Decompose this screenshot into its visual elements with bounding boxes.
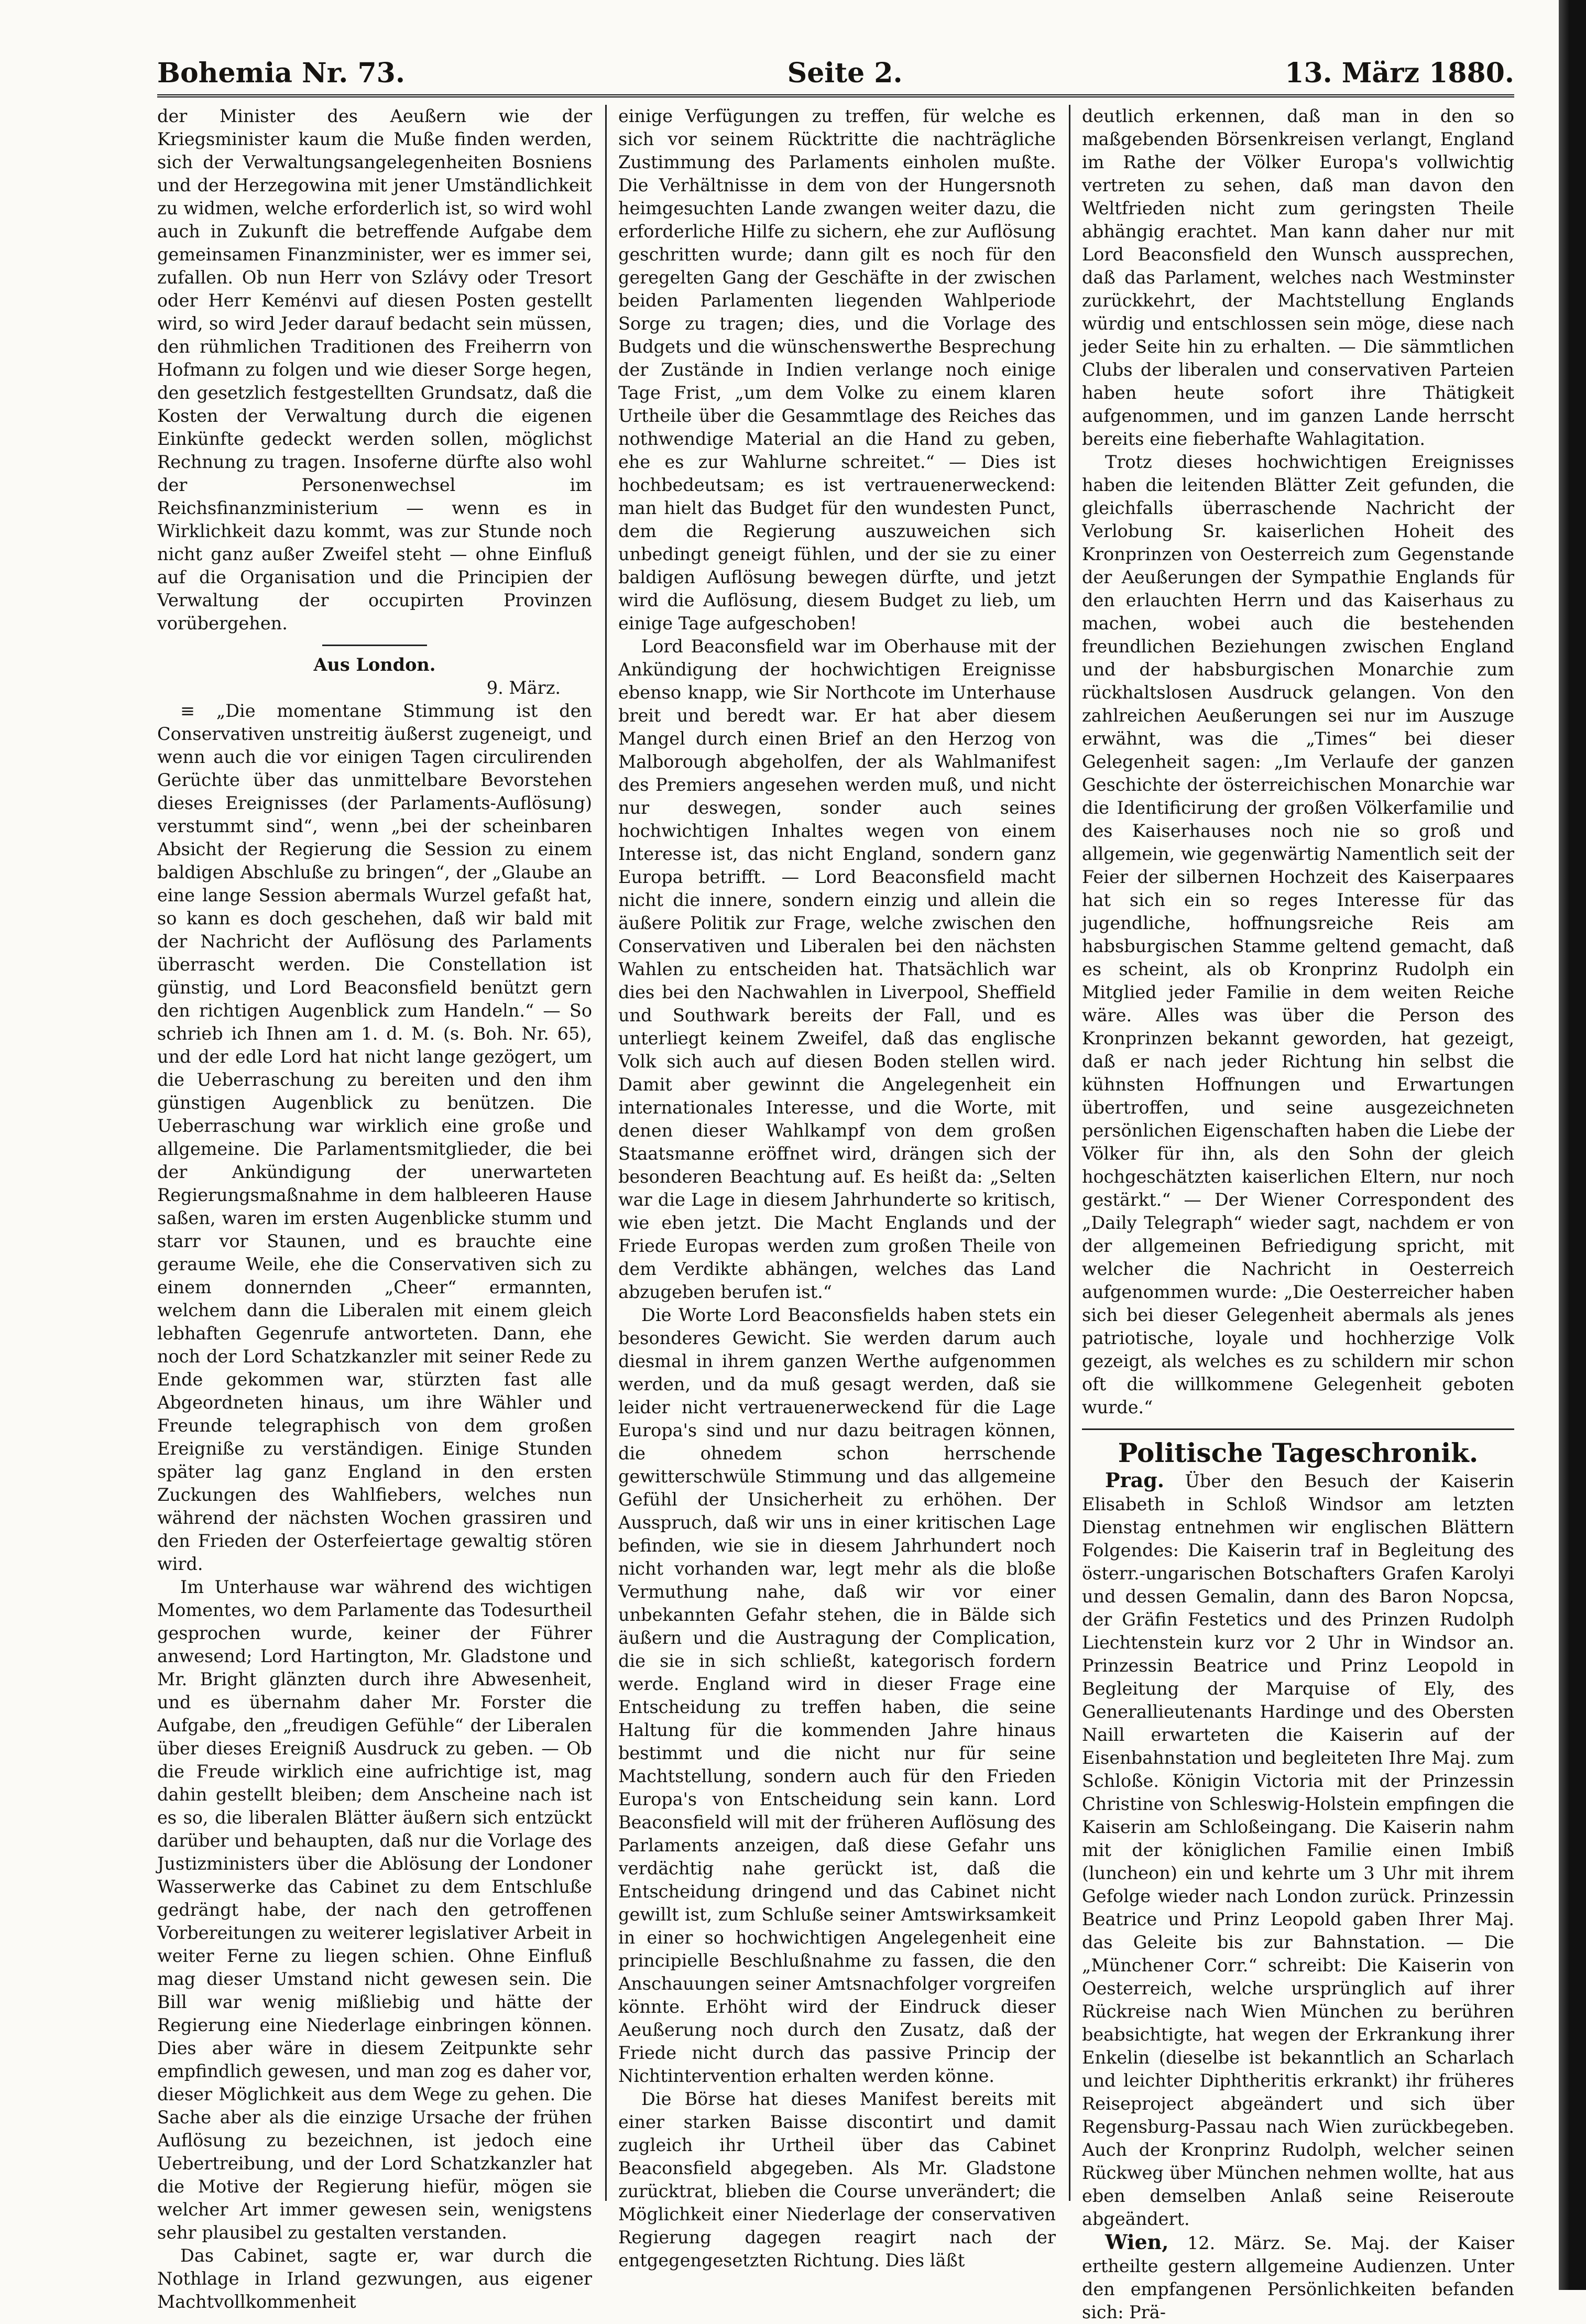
article-paragraph: Lord Beaconsfield war im Oberhause mit der Ankündigung der hochwichtigen Ereignisse ebenso knapp, wie Sir Northcote im Unterhause breit und beredt war. Er hat aber diesem Mangel durch einen Brief an den Herzog von Malborough abgeholfen, der als Wahlmanifest des Premiers angesehen werden muß, und nicht nur deswegen, sonder auch seines hochwichtigen Inhaltes wegen von einem Interesse ist, das nicht England, sondern ganz Europa betrifft. — Lord Beaconsfield macht nicht die innere, sondern einzig und allein die äußere Politik zur Frage, welche zwischen den Conservativen und Liberalen bei den nächsten Wahlen zu entscheiden hat. Thatsächlich war dies bei den Nachwahlen in Liverpool, Sheffield und Southwark bereits der Fall, und es unterliegt keinem Zweifel, daß das englische Volk sich auch auf diesen Boden stellen wird. Damit aber gewinnt die Angelegenheit ein internationales Interesse, und die Worte, mit denen dieser Wahlkampf von dem großen Staatsmanne eröffnet wird, drängen sich der besonderen Beachtung auf. Es heißt da: „Selten war die Lage in diesem Jahrhunderte so kritisch, wie eben jetzt. Die Macht Englands und der Friede Europas werden zum großen Theile von dem Verdikte abhängen, welches das Land abzugeben berufen ist.“ bbox=[618, 636, 1056, 1302]
dateline: 9. März. bbox=[486, 678, 561, 698]
column-rule bbox=[1069, 105, 1070, 2201]
section-heading-london: Aus London. bbox=[313, 654, 436, 675]
paragraph-text: Über den Besuch der Kaiserin Elisabeth in Schloß Windsor am letzten Dienstag entnehmen wir englischen Blättern Folgendes: Die Kaiserin traf in Begleitung des österr.-ungarischen Botschafters Grafen Karolyi und dessen Gemalin, dann des Baron Nopcsa, der Gräfin Festetics und des Prinzen Rudolph Liechtenstein kurz vor 2 Uhr in Windsor an. Prinzessin Beatrice und Prinz Leopold in Begleitung der Marquise of Ely, des Generallieutenants Hardinge und des Obersten Naill erwarteten die Kaiserin auf der Eisenbahnstation und begleiteten Ihre Maj. zum Schloße. Königin Victoria mit der Prinzessin Christine von Schleswig-Holstein empfingen die Kaiserin am Schloßeingang. Die Kaiserin nahm mit der königlichen Familie einen Imbiß (luncheon) ein und kehrte um 3 Uhr mit ihrem Gefolge wieder nach London zurück. Prinzessin Beatrice und Prinz Leopold gaben Ihrer Maj. das Geleite bis zur Bahnstation. — Die „Münchener Corr.“ schreibt: Die Kaiserin von Oesterreich, welche ursprünglich auf ihrer Rückreise nach Wien München zu berühren beabsichtigte, hat wegen der Erkrankung ihrer Enkelin (dieselbe ist bekanntlich an Scharlach und leichter Diphtheritis erkrankt) ihr früheres Reiseproject abgeändert und sich über Regensburg-Passau nach Wien zurückbegeben. Auch der Kronprinz Rudolph, welcher seinen Rückweg über München nehmen wollte, hat aus eben demselben Anlaß seine Reiseroute abgeändert. bbox=[1082, 1471, 1514, 2229]
paragraph-text: 12. März. Se. Maj. der Kaiser ertheilte gestern allgemeine Audienzen. Unter den empfangenen Persönlichkeiten befanden sich: Prä- bbox=[1082, 2233, 1514, 2322]
page-header bbox=[157, 42, 1514, 97]
article-paragraph: Die Börse hat dieses Manifest bereits mit einer starken Baisse discontirt und damit zugleich ihr Urtheil über das Cabinet Beaconsfield abgegeben. Als Mr. Gladstone zurücktrat, blieben die Course unverändert; die Möglichkeit einer Niederlage der conservativen Regierung dagegen reagirt nach der entgegengesetzten Richtung. Dies läßt bbox=[618, 2089, 1056, 2271]
column-2 bbox=[618, 105, 1056, 2271]
header-page-number: Seite 2. bbox=[787, 57, 903, 89]
columns bbox=[157, 105, 1514, 2322]
header-masthead: Bohemia Nr. 73. bbox=[157, 57, 405, 89]
divider bbox=[322, 645, 427, 646]
article-paragraph: Das Cabinet, sagte er, war durch die Nothlage in Irland gezwungen, aus eigener Machtvollkommenheit bbox=[157, 2245, 592, 2312]
article-paragraph: Trotz dieses hochwichtigen Ereignisses haben die leitenden Blätter Zeit gefunden, die gleichfalls überraschende Nachricht der Verlobung Sr. kaiserlichen Hoheit des Kronprinzen von Oesterreich zum Gegenstande der Aeußerungen der Sympathie Englands für den erlauchten Herrn und das Kaiserhaus zu machen, wobei auch die bestehenden freundlichen Beziehungen zwischen England und der habsburgischen Monarchie zum rückhaltslosen Ausdruck gelangen. Von den zahlreichen Aeußerungen sei nur im Auszuge erwähnt, was die „Times“ bei dieser Gelegenheit sagen: „Im Verlaufe der ganzen Geschichte der österreichischen Monarchie war die Identificirung der großen Völkerfamilie und des Kaiserhauses noch nie so groß und allgemein, wie gegenwärtig Namentlich seit der Feier der silbernen Hochzeit des Kaiserpaares hat sich ein so reges Interesse für das jugendliche, hoffnungsreiche Reis am habsburgischen Stamme geltend gemacht, daß es scheint, als ob Kronprinz Rudolph ein Mitglied jeder Familie in dem weiten Reiche wäre. Alles was über die Person des Kronprinzen bekannt geworden, hat gezeigt, daß er nach jeder Richtung hin selbst die kühnsten Hoffnungen und Erwartungen übertroffen, und seine ausgezeichneten persönlichen Eigenschaften haben die Liebe der Völker für ihn, als den Sohn der gleich hochgeschätzten kaiserlichen Eltern, nur noch gestärkt.“ — Der Wiener Correspondent des „Daily Telegraph“ wieder sagt, nachdem er von der allgemeinen Befriedigung spricht, mit welcher die Nachricht in Oesterreich aufgenommen wurde: „Die Oesterreicher haben sich bei dieser Gelegenheit abermals als jenes patriotische, loyale und hochherzige Volk gezeigt, als welches es zu schildern mir schon oft die willkommene Gelegenheit geboten wurde.“ bbox=[1082, 452, 1514, 1417]
column-3 bbox=[1082, 105, 1514, 2322]
header-date: 13. März 1880. bbox=[1285, 57, 1514, 89]
article-paragraph: Im Unterhause war während des wichtigen Momentes, wo dem Parlamente das Todesurtheil gesprochen wurde, keiner der Führer anwesend; Lord Hartington, Mr. Gladstone und Mr. Bright glänzten durch ihre Abwesenheit, und es übernahm daher Mr. Forster die Aufgabe, den „freudigen Gefühle“ der Liberalen über dieses Ereigniß Ausdruck zu geben. — Ob die Freude wirklich eine aufrichtige ist, mag dahin gestellt bleiben; dem Anscheine nach ist es so, die liberalen Blätter äußern sich entzückt darüber und behaupten, daß nur die Vorlage des Justizministers über die Ablösung der Londoner Wasserwerke das Cabinet zu dem Entschluße gedrängt habe, der nach den getroffenen Vorbereitungen zu weiterer legislativer Arbeit in weiter Ferne zu liegen schien. Ohne Einfluß mag dieser Umstand nicht gewesen sein. Die Bill war wenig mißliebig und hätte der Regierung eine Niederlage einbringen können. Dies aber wäre in diesem Zeitpunkte sehr empfindlich gewesen, und man zog es daher vor, dieser Möglichkeit aus dem Wege zu gehen. Die Sache aber als die einzige Ursache der frühen Auflösung zu bezeichnen, ist jedoch eine Uebertreibung, und der Lord Schatzkanzler hat die Motive der Regierung hiefür, mögen sie welcher Art immer gewesen sein, wenigstens sehr plausibel zu gestalten verstanden. bbox=[157, 1577, 592, 2243]
place-label-prag: Prag. bbox=[1105, 1468, 1165, 1492]
section-heading-chronicle: Politische Tageschronik. bbox=[1118, 1437, 1479, 1468]
column-rule bbox=[605, 105, 607, 2201]
article-paragraph: Die Worte Lord Beaconsfields haben stets ein besonderes Gewicht. Sie werden darum auch diesmal in ihrem ganzen Werthe aufgenommen werden, und da muß gesagt werden, daß sie leider nicht vertrauenerweckend für die Lage Europa's sind und nur dazu beitragen können, die ohnedem schon herrschende gewitterschwüle Stimmung und das allgemeine Gefühl der Unsicherheit zu erhöhen. Der Ausspruch, daß wir uns in einer kritischen Lage befinden, wie sie in diesem Jahrhundert noch nicht vorhanden war, legt mehr als die bloße Vermuthung nahe, daß wir vor einer unbekannten Gefahr stehen, die in Bälde sich äußern und die Austragung der Complication, die sie in sich schließt, kategorisch fordern werde. England wird in dieser Frage eine Entscheidung zu treffen haben, die seine Haltung für die kommenden Jahre hinaus bestimmt und die nicht nur für seine Machtstellung, sondern auch für den Frieden Europa's von Entscheidung sein kann. Lord Beaconsfield will mit der früheren Auflösung des Parlaments anzeigen, daß diese Gefahr uns verdächtig nahe gerückt ist, daß die Entscheidung dringend und das Cabinet nicht gewillt ist, zum Schluße seiner Amtswirksamkeit in einer so hochwichtigen Angelegenheit eine principielle Beschlußnahme zu fassen, die den Anschauungen seiner Amtsnachfolger vorgreifen könnte. Erhöht wird der Eindruck dieser Aeußerung noch durch den Zusatz, daß der Friede nicht durch das passive Princip der Nichtintervention erhalten werden könne. bbox=[618, 1305, 1056, 2086]
article-paragraph: einige Verfügungen zu treffen, für welche es sich vor seinem Rücktritte die nachträgliche Zustimmung des Parlaments einholen mußte. Die Verhältnisse in dem von der Hungersnoth heimgesuchten Lande zwangen weiter dazu, die erforderliche Hilfe zu sichern, ehe zur Auflösung geschritten wurde; dann gilt es noch für den geregelten Gang der Geschäfte in der zwischen beiden Parlamenten liegenden Wahlperiode Sorge zu tragen; dies, und die Vorlage des Budgets und die wünschenswerthe Besprechung der Zustände in Indien verlange noch einige Tage Frist, „um dem Volke zu einem klaren Urtheile über die Gesammtlage des Reiches das nothwendige Material an die Hand zu geben, ehe es zur Wahlurne schreitet.“ — Dies ist hochbedeutsam; es ist vertrauenerweckend: man hielt das Budget für den wundesten Punct, dem die Regierung auszuweichen sich unbedingt geneigt fühlen, und der sie zu einer baldigen Auflösung bewegen dürfte, und jetzt wird die Auflösung, diesem Budget zu lieb, um einige Tage aufgeschoben! bbox=[618, 106, 1056, 634]
article-paragraph: deutlich erkennen, daß man in den so maßgebenden Börsenkreisen verlangt, England im Rathe der Völker Europa's vollwichtig vertreten zu sehen, daß man davon den Weltfrieden nicht zum geringsten Theile abhängig erachtet. Man kann daher nur mit Lord Beaconsfield den Wunsch aussprechen, daß das Parlament, welches nach Westminster zurückkehrt, der Machtstellung Englands würdig und entschlossen sein möge, diese nach jeder Seite hin zu erhalten. — Die sämmtlichen Clubs der liberalen und conservativen Parteien haben heute sofort ihre Thätigkeit aufgenommen, und im ganzen Lande herrscht bereits eine fieberhafte Wahlagitation. bbox=[1082, 106, 1514, 449]
chronicle-section bbox=[1082, 1428, 1514, 1469]
column-1 bbox=[157, 105, 592, 2312]
article-paragraph bbox=[1082, 2231, 1514, 2324]
article-paragraph bbox=[1082, 1469, 1514, 2231]
scan-border bbox=[1559, 0, 1586, 2290]
article-paragraph: ≡ „Die momentane Stimmung ist den Conservativen unstreitig äußerst zugeneigt, und wenn auch die vor einigen Tagen circulirenden Gerüchte über das unmittelbare Bevorstehen dieses Ereignisses (der Parlaments-Auflösung) verstummt sind“, wenn „bei der scheinbaren Absicht der Regierung die Session zu einem baldigen Abschluße zu bringen“, der „Glaube an eine lange Session abermals Wurzel gefaßt hat, so kann es doch geschehen, daß wir bald mit der Nachricht der Auflösung des Parlaments überrascht werden. Die Constellation ist günstig, und Lord Beaconsfield benützt gern den richtigen Augenblick zum Handeln.“ — So schrieb ich Ihnen am 1. d. M. (s. Boh. Nr. 65), und der edle Lord hat nicht lange gezögert, um die Ueberraschung zu bereiten und den ihm günstigen Augenblick zu benützen. Die Ueberraschung war wirklich eine große und allgemeine. Die Parlamentsmitglieder, die bei der Ankündigung der unerwarteten Regierungsmaßnahme in dem halbleeren Hause saßen, waren im ersten Augenblicke stumm und starr vor Staunen, und es brauchte eine geraume Weile, ehe die Conservativen sich zu einem donnernden „Cheer“ ermannten, welchem dann die Liberalen mit einem gleich lebhaften Gegenrufe antworteten. Dann, ehe noch der Lord Schatzkanzler mit seiner Rede zu Ende gekommen war, stürzten fast alle Abgeordneten hinaus, um ihre Wähler und Freunde telegraphisch von dem großen Ereigniße zu verständigen. Einige Stunden später lag ganz England in den ersten Zuckungen des Wahlfiebers, welches nun während der nächsten Wochen grassiren und den Frieden der Osterfeiertage gewaltig stören wird. bbox=[157, 701, 592, 1574]
place-label-wien: Wien, bbox=[1105, 2230, 1169, 2254]
article-paragraph: der Minister des Aeußern wie der Kriegsminister kaum die Muße finden werden, sich der Verwaltungsangelegenheiten Bosniens und der Herzegowina mit jener Umständlichkeit zu widmen, welche erforderlich ist, so wird wohl auch in Zukunft die betreffende Aufgabe dem gemeinsamen Finanzminister, wer es immer sei, zufallen. Ob nun Herr von Szlávy oder Tresort oder Herr Keménvi auf diesen Posten gestellt wird, so wird Jeder darauf bedacht sein müssen, den rühmlichen Traditionen des Freiherrn von Hofmann zu folgen und wie dieser Sorge hegen, den gesetzlich festgestellten Grundsatz, daß die Kosten der Verwaltung durch die eigenen Einkünfte gedeckt werden sollen, möglichst Rechnung zu tragen. Insoferne dürfte also wohl der Personenwechsel im Reichsfinanzministerium — wenn es in Wirklichkeit dazu kommt, was zur Stunde noch nicht ganz außer Zweifel steht — ohne Einfluß auf die Organisation und die Principien der Verwaltung der occupirten Provinzen vorübergehen. bbox=[157, 106, 592, 634]
newspaper-page bbox=[157, 37, 1514, 2322]
